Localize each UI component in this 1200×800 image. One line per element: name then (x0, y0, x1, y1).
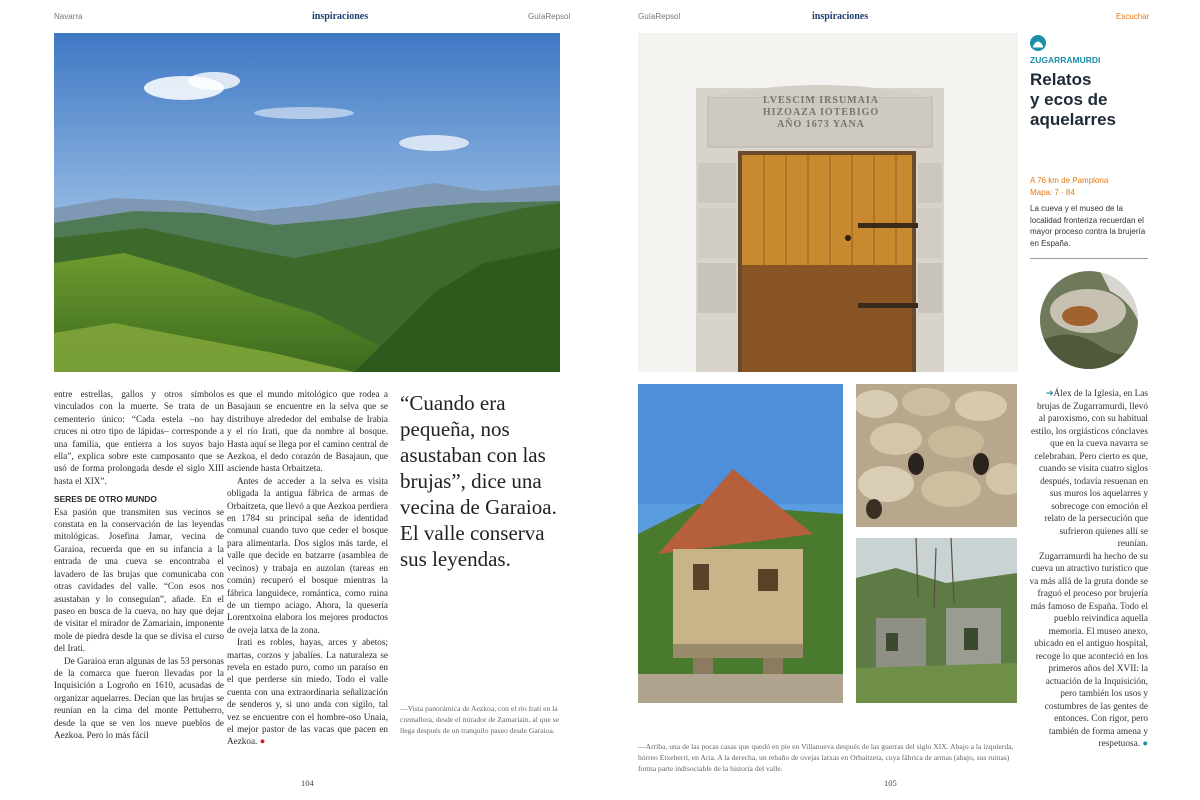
paragraph: Irati es robles, hayas, arces y abetos; martas, corzos y jabalíes. La naturaleza se revela en estado puro, como un paraíso en el que perderse sin miedo. Todo el valle cuenta con una extraordinaria señalización de senderos y, si uno anda con sigilo, tal vez se encuentre con el hombre-oso Unaia, el mejor pastor de las vacas que pacen en Aezkoa. ● (227, 637, 388, 747)
landscape-photo (54, 33, 560, 372)
paragraph: De Garaioa eran algunas de las 53 personas de la comarca que fueron llevadas por la Inquisición a Logroño en 1610, acusadas de organizar aquelarres. Decían que las brujas se reunían en la cima del monte Pettuberro, desde la que se ven los nueve pueblos de Aezkoa. Pero lo más fácil (54, 655, 224, 740)
cave-photo (1040, 271, 1138, 369)
photo-caption-left: —Vista panorámica de Aezkoa, con el río Irati en la cremallera, desde el mirador de Zamariain, al que se llega después de un tranquilo paseo desde Garaioa. (400, 704, 559, 735)
brand-label-left: inspiraciones (312, 11, 369, 22)
photo-caption-right: —Arriba, una de las pocas casas que quedó en pie en Villanueva después de las guerras del siglo XIX. Abajo a la izquierda, hórreo Etxeberri, en Aria. A la derecha, un rebaño de ovejas latxas en Orbaitzeta, cuya fábrica de armas (abajo, sus ruinas) forma parte indisociable de la historia del valle. (638, 742, 1014, 773)
page-number-right: 105 (884, 778, 897, 788)
sidebar-tag: ZUGARRAMURDI (1030, 55, 1101, 65)
article-column-1 (54, 388, 224, 741)
brand-label-right: inspiraciones (812, 11, 869, 22)
sidebar-intro: La cueva y el museo de la localidad fronteriza recuerdan el mayor proceso contra la brujería en España. (1030, 204, 1146, 248)
article-column-right (1028, 388, 1148, 751)
paragraph: entre estrellas, gallos y otros símbolos vinculados con la muerte. Se trata de un cementerio único: “Cada estela –no hay cruces ni otro tipo de lápidas– corresponde a una familia, que entierra a los suyos bajo ella”, explica sobre este camposanto que se usó de forma prolongada desde el siglo XIII hasta el XIX”. (54, 389, 224, 486)
listen-link[interactable]: Escuchar (1116, 12, 1150, 21)
end-mark: ● (259, 736, 266, 747)
publisher-label-right: GuíaRepsol (638, 12, 681, 21)
article-column-2 (227, 388, 388, 748)
subheading: SERES DE OTRO MUNDO (54, 494, 157, 505)
paragraph: Esa pasión que transmiten sus vecinos se constata en la conservación de las leyendas mitológicas. Josefina Jamar, vecina de Garaioa, recuerda que en su infancia a la entrada de una cueva se encontraba el lavadero de las brujas que comunicaba con otras cavidades del valle. “Con esos nos asustaban y lo conseguían”, añade. En el paseo en busca de la cueva, no hay que dejar de visitar el mirador de Zamariain, imponente mole de piedra desde la que se divisa el curso del Irati. (54, 506, 224, 654)
paragraph: es que el mundo mitológico que rodea a Basajaun se encuentre en la selva que se distribuye alrededor del embalse de Irabia y el río Irati, que da nombre al bosque. Hasta aquí se llega por el camino central de Aezkoa, el dedo corazón de Basajaun, que asciende hasta Orbaitzeta. (227, 389, 388, 474)
house-photo (638, 384, 843, 703)
section-label: Navarra (54, 12, 83, 21)
arrow-icon: ➔ (1045, 389, 1054, 399)
paragraph: Antes de acceder a la selva es visita obligada la antigua fábrica de armas de Orbaitzeta, que llevó a que Aezkoa perdiera en 1784 su principal seña de identidad comunal cuando tuvo que ceder el bosque para alimentarla. Dos siglos más tarde, el valle que decide en batzarre (asamblea de vecinos) y trabaja en auzolan (tareas en común) recuperó el bosque mientras la fábrica languidece, romántica, como ruina de un tiempo aciago. Ahora, la quesería Lorentxoina elabora los mejores productos de oveja latxa de la zona. (227, 475, 388, 635)
divider (1030, 258, 1148, 259)
pull-quote: “Cuando era pequeña, nos asustaban con las brujas”, dice una vecina de Garaioa. El valle conserva sus leyendas. (400, 391, 557, 571)
page-number-left: 104 (301, 778, 314, 788)
end-mark: ● (1142, 739, 1148, 749)
sidebar-title: Relatos y ecos de aquelarres (1030, 70, 1116, 129)
paragraph: ➔Álex de la Iglesia, en Las brujas de Zugarramurdi, llevó al paroxismo, con su habitual estilo, los orgiásticos cónclaves que en la cueva navarra se celebraban. Pero cierto es que, cuando se visita cuatro siglos después, todavía resuenan en sus muros los aquelarres y sobrecoge con emoción el relato de la persecución que sufrieron quienes allí se reunían. (1030, 389, 1148, 549)
door-photo (638, 33, 1018, 372)
publisher-label-left: GuíaRepsol (528, 12, 571, 21)
paragraph: Zugarramurdi ha hecho de su cueva un atractivo turístico que va más allá de la gruta donde se fraguó el proceso por brujería más famoso de España. Todo el pueblo reivindica aquella memoria. El museo anexo, ubicado en el antiguo hospital, recoge lo que aconteció en los primeros años del XVII: la actuación de la Inquisición, pero también los usos y costumbres de las gentes de entonces. Con rigor, pero también de forma amena y respetuosa. ● (1029, 551, 1148, 749)
cave-icon (1030, 35, 1046, 51)
ruins-photo (856, 538, 1017, 703)
door-inscription: LVESCIM IRSUMAIA HIZOAZA IOTEBIGO AÑO 1673 YANA (762, 95, 880, 130)
sidebar-meta: A 76 km de Pamplona Mapa: 7 · 84 (1030, 176, 1109, 197)
sheep-photo (856, 384, 1017, 527)
